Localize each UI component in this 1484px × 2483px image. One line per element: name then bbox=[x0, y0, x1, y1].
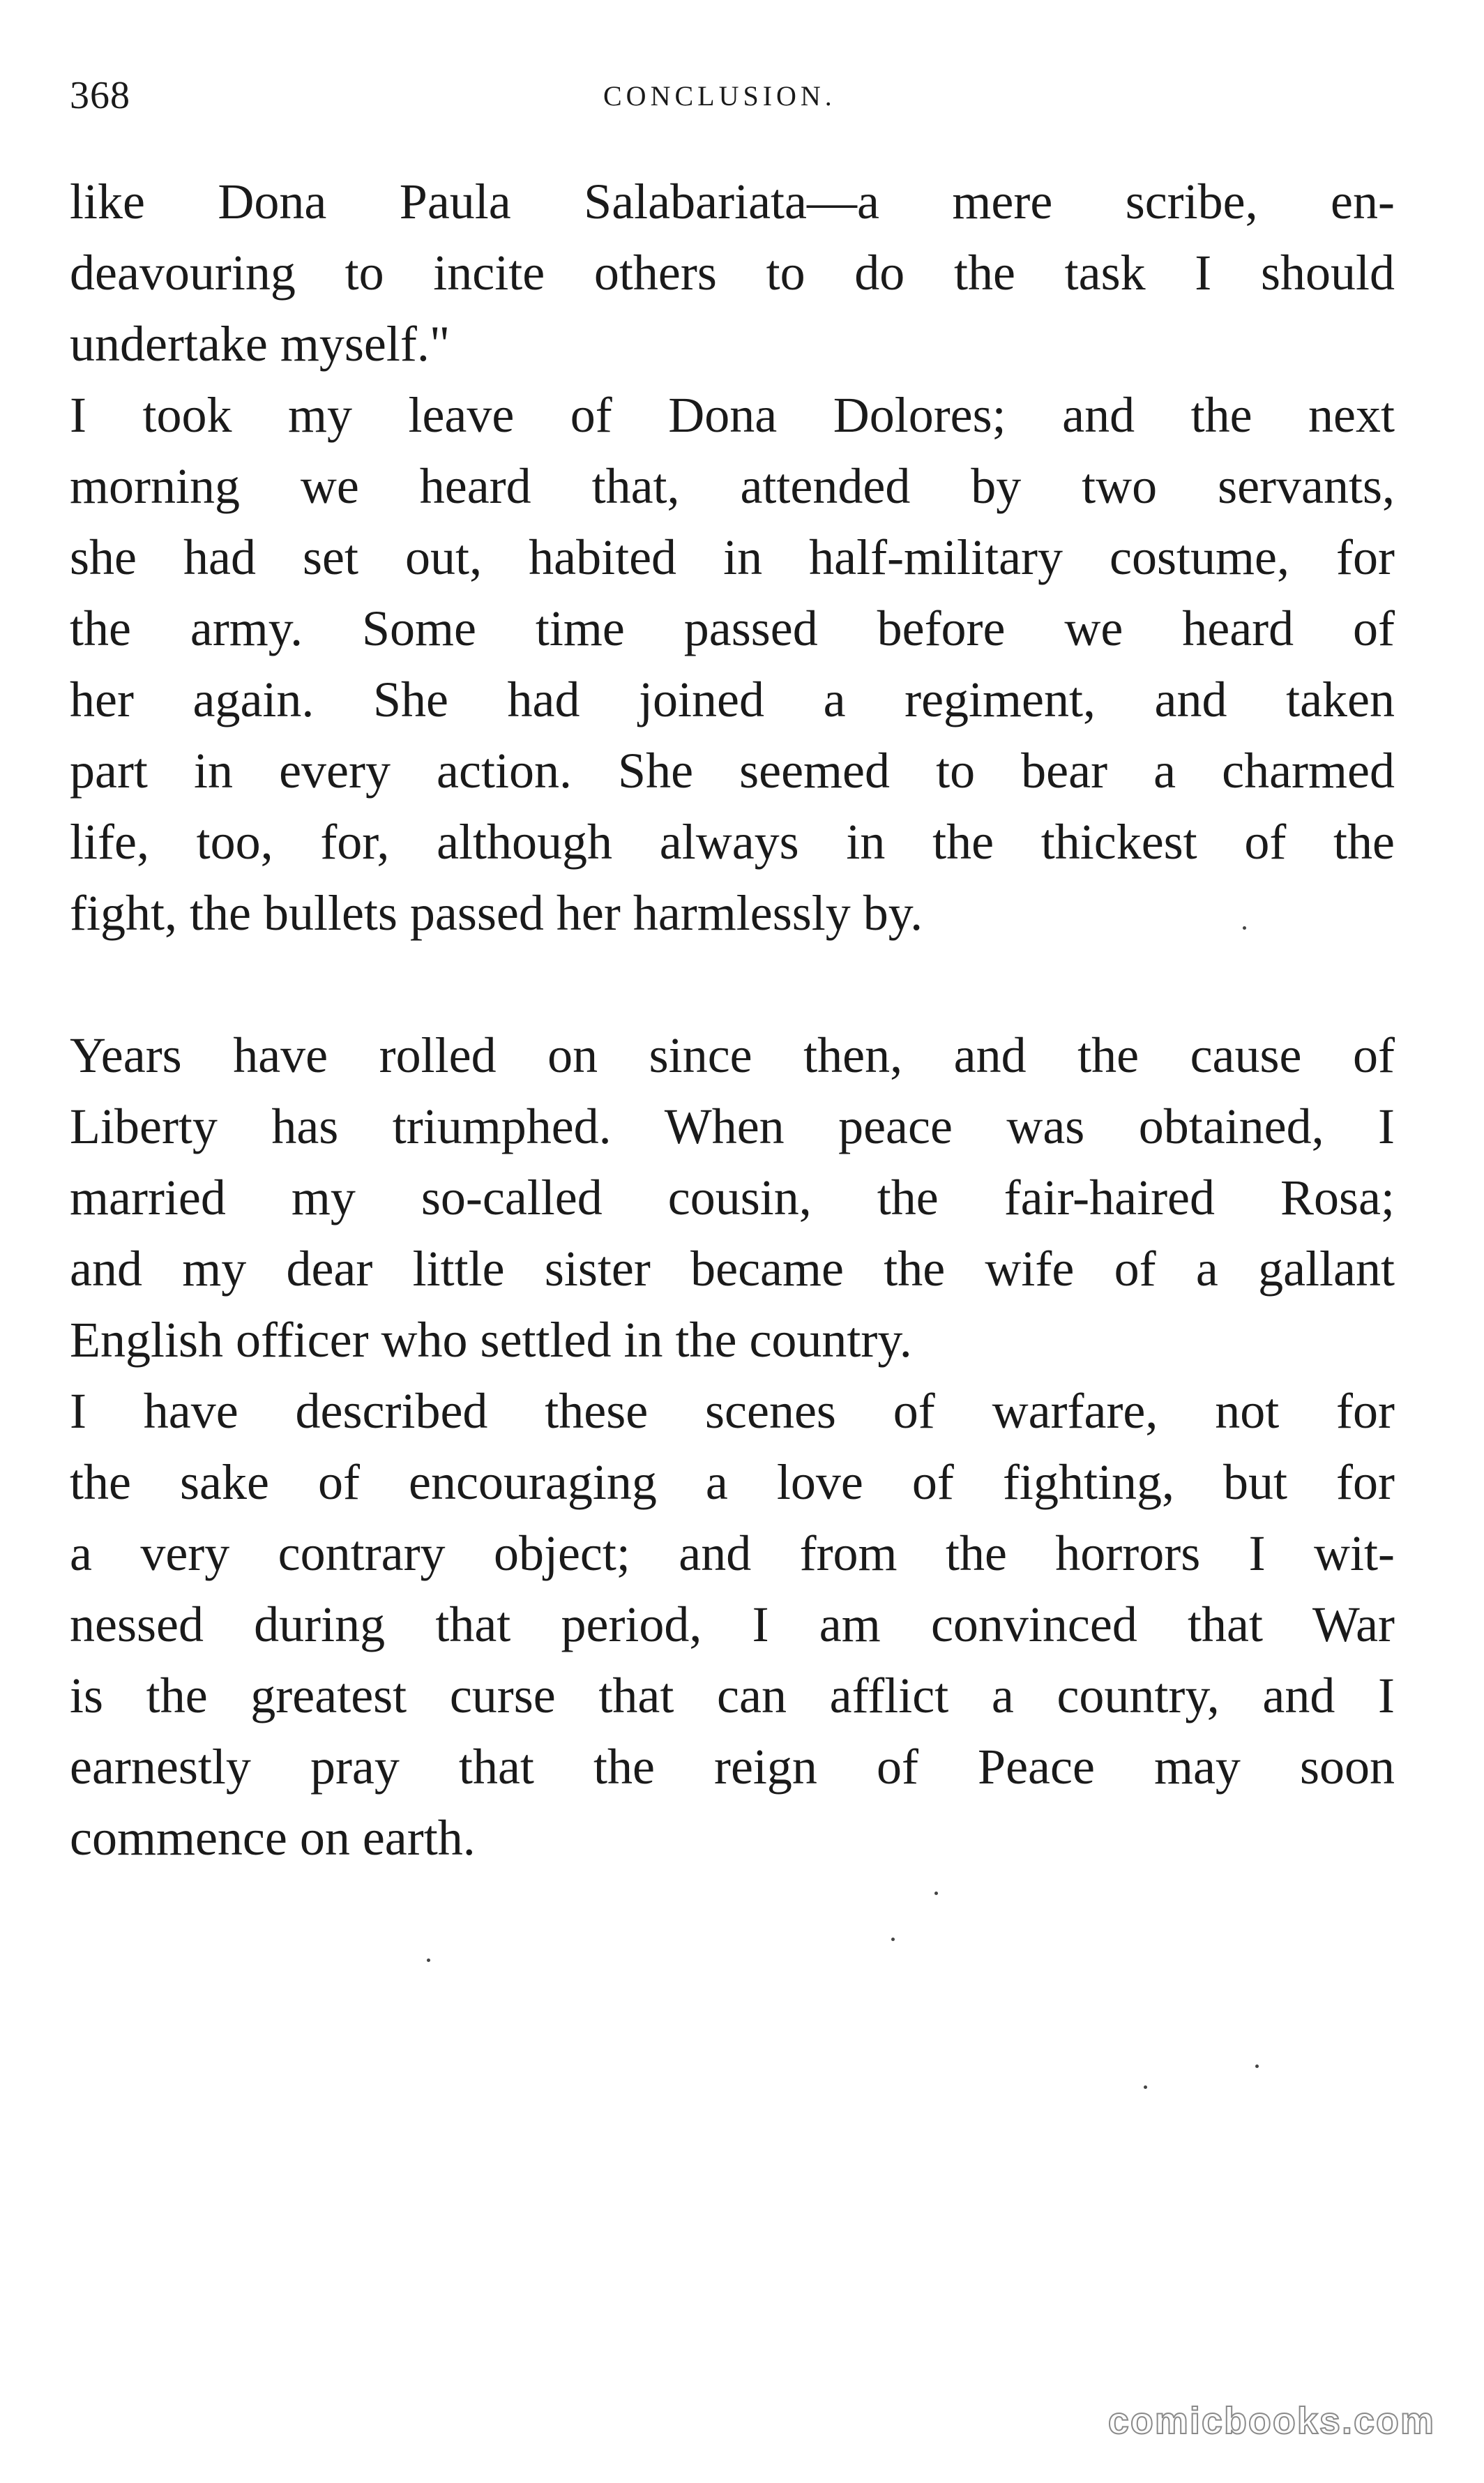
running-head: CONCLUSION. bbox=[603, 80, 836, 112]
text-line: she had set out, habited in half-military costume, for bbox=[70, 529, 1395, 585]
page-number: 368 bbox=[70, 74, 130, 117]
text-line: undertake myself." bbox=[70, 316, 450, 372]
text-line: I have described these scenes of warfare, not for bbox=[70, 1383, 1395, 1439]
paragraph-1 bbox=[70, 166, 1395, 379]
text-line: fight, the bullets passed her harmlessly by. bbox=[70, 885, 923, 941]
text-line: the army. Some time passed before we heard of bbox=[70, 601, 1395, 656]
text-line: and my dear little sister became the wife of a gallant bbox=[70, 1241, 1395, 1297]
scan-speck bbox=[1144, 2085, 1147, 2089]
paragraph-2 bbox=[70, 379, 1395, 949]
scan-speck bbox=[427, 1959, 430, 1962]
scan-speck bbox=[891, 1938, 895, 1941]
text-line: morning we heard that, attended by two servants, bbox=[70, 458, 1395, 514]
scan-speck bbox=[1243, 926, 1246, 930]
text-line: English officer who settled in the country. bbox=[70, 1312, 912, 1368]
text-line: is the greatest curse that can afflict a country, and I bbox=[70, 1668, 1395, 1723]
text-line: life, too, for, although always in the thickest of the bbox=[70, 814, 1395, 870]
text-line: earnestly pray that the reign of Peace may soon bbox=[70, 1739, 1395, 1795]
text-line: deavouring to incite others to do the task I should bbox=[70, 245, 1395, 301]
page-header bbox=[70, 71, 1395, 120]
site-watermark: comicbooks.com bbox=[1107, 2400, 1435, 2442]
text-line: Years have rolled on since then, and the cause of bbox=[70, 1027, 1395, 1083]
text-line: Liberty has triumphed. When peace was obtained, I bbox=[70, 1099, 1395, 1154]
text-line: nessed during that period, I am convinced that War bbox=[70, 1597, 1395, 1652]
text-line: married my so-called cousin, the fair-haired Rosa; bbox=[70, 1170, 1395, 1225]
scan-speck bbox=[934, 1892, 938, 1895]
paragraph-4 bbox=[70, 1375, 1395, 1873]
scan-speck bbox=[1255, 2065, 1259, 2068]
paragraph-3 bbox=[70, 1020, 1395, 1375]
text-line: commence on earth. bbox=[70, 1810, 476, 1866]
body-text bbox=[70, 166, 1395, 1873]
text-line: I took my leave of Dona Dolores; and the next bbox=[70, 387, 1395, 443]
text-line: a very contrary object; and from the horrors I wit- bbox=[70, 1525, 1395, 1581]
text-line: part in every action. She seemed to bear a charmed bbox=[70, 743, 1395, 799]
text-line: like Dona Paula Salabariata—a mere scribe, en- bbox=[70, 174, 1395, 229]
text-line: the sake of encouraging a love of fighting, but for bbox=[70, 1454, 1395, 1510]
text-line: her again. She had joined a regiment, and taken bbox=[70, 672, 1395, 727]
section-break bbox=[70, 949, 1395, 1020]
